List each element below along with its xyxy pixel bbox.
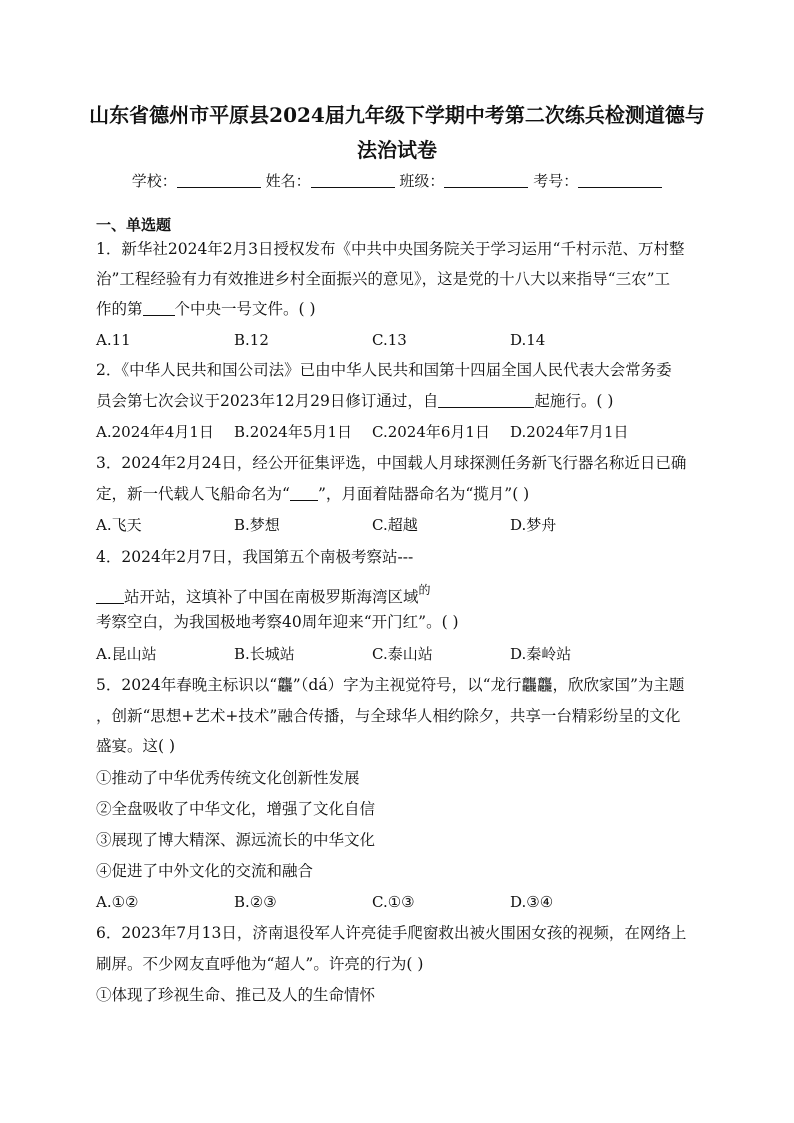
class-label: 班级： [399,172,445,190]
q4-option-d[interactable]: D.秦岭站 [510,645,572,663]
section-title: 一、单选题 [96,216,172,234]
q3-blank [290,484,318,501]
q1-line1: 1．新华社2024年2月3日授权发布《中共中央国务院关于学习运用“千村示范、万村整 [96,240,685,258]
q2-option-a[interactable]: A.2024年4月1日 [96,423,214,441]
q4-line2: 站开站，这填补了中国在南极罗斯海湾区域$^的$ [96,578,431,609]
q1-line3: 作的第 个中央一号文件。( ) [96,300,316,318]
exam-title-line2: 法治试卷 [357,138,437,162]
q5-item-3: ③展现了博大精深、源远流长的中华文化 [96,831,376,849]
q4-blank [96,587,124,604]
q5-line1: 5．2024年春晚主标识以“龘”（dá）字为主视觉符号，以“龙行龘龘，欣欣家国”为主题 [96,676,685,694]
q1-line2: 治”工程经验有力有效推进乡村全面振兴的意见》，这是党的十八大以来指导“三农”工 [96,270,671,288]
q5-option-c[interactable]: C.①③ [372,893,415,911]
number-label: 考号： [533,172,579,190]
q2-line1: 2．《中华人民共和国公司法》已由中华人民共和国第十四届全国人民代表大会常务委 [96,361,672,379]
q2-option-c[interactable]: C.2024年6月1日 [372,423,490,441]
student-info-row [0,170,794,192]
number-blank[interactable] [578,171,662,188]
q1-option-b[interactable]: B.12 [234,331,269,349]
q3-line2: 定，新一代载人飞船命名为“ ”，月面着陆器命名为“揽月”( ) [96,485,530,503]
q5-option-b[interactable]: B.②③ [234,893,277,911]
q5-item-4: ④促进了中外文化的交流和融合 [96,862,314,880]
q5-item-1: ①推动了中华优秀传统文化创新性发展 [96,769,360,787]
q2-option-d[interactable]: D.2024年7月1日 [510,423,629,441]
q6-line1: 6．2023年7月13日，济南退役军人许亮徒手爬窗救出被火围困女孩的视频，在网络上 [96,924,687,942]
school-blank[interactable] [177,171,261,188]
q2-line2: 员会第七次会议于2023年12月29日修订通过，自 起施行。( ) [96,392,614,410]
q4-option-b[interactable]: B.长城站 [234,645,295,663]
q3-option-a[interactable]: A.飞天 [96,516,142,534]
q4-option-c[interactable]: C.泰山站 [372,645,433,663]
exam-title-line1: 山东省德州市平原县2024届九年级下学期中考第二次练兵检测道德与 [89,103,705,127]
q5-option-a[interactable]: A.①② [96,893,139,911]
q1-option-d[interactable]: D.14 [510,331,546,349]
q5-line3: 盛宴。这( ) [96,737,176,755]
q2-blank [438,391,534,408]
q4-option-a[interactable]: A.昆山站 [96,645,157,663]
q2-option-b[interactable]: B.2024年5月1日 [234,423,353,441]
q1-blank [143,299,175,316]
name-blank[interactable] [311,171,395,188]
q6-item-1: ①体现了珍视生命、推己及人的生命情怀 [96,986,376,1004]
name-label: 姓名： [265,172,311,190]
school-label: 学校： [131,172,177,190]
q1-option-a[interactable]: A.11 [96,331,131,349]
q5-line2: ，创新“思想+艺术+技术”融合传播，与全球华人相约除夕，共享一台精彩纷呈的文化 [96,707,681,725]
q5-item-2: ②全盘吸收了中华文化，增强了文化自信 [96,800,376,818]
q3-line1: 3．2024年2月24日，经公开征集评选，中国载人月球探测任务新飞行器名称近日已确 [96,454,687,472]
q5-option-d[interactable]: D.③④ [510,893,554,911]
q3-option-d[interactable]: D.梦舟 [510,516,557,534]
class-blank[interactable] [444,171,528,188]
q4-line3: 考察空白，为我国极地考察40周年迎来“开门红”。( ) [96,613,459,631]
q3-option-b[interactable]: B.梦想 [234,516,280,534]
q1-option-c[interactable]: C.13 [372,331,407,349]
q6-line2: 刷屏。不少网友直呼他为“超人”。许亮的行为( ) [96,955,424,973]
q3-option-c[interactable]: C.超越 [372,516,418,534]
q4-line1: 4．2024年2月7日，我国第五个南极考察站--- [96,548,414,566]
